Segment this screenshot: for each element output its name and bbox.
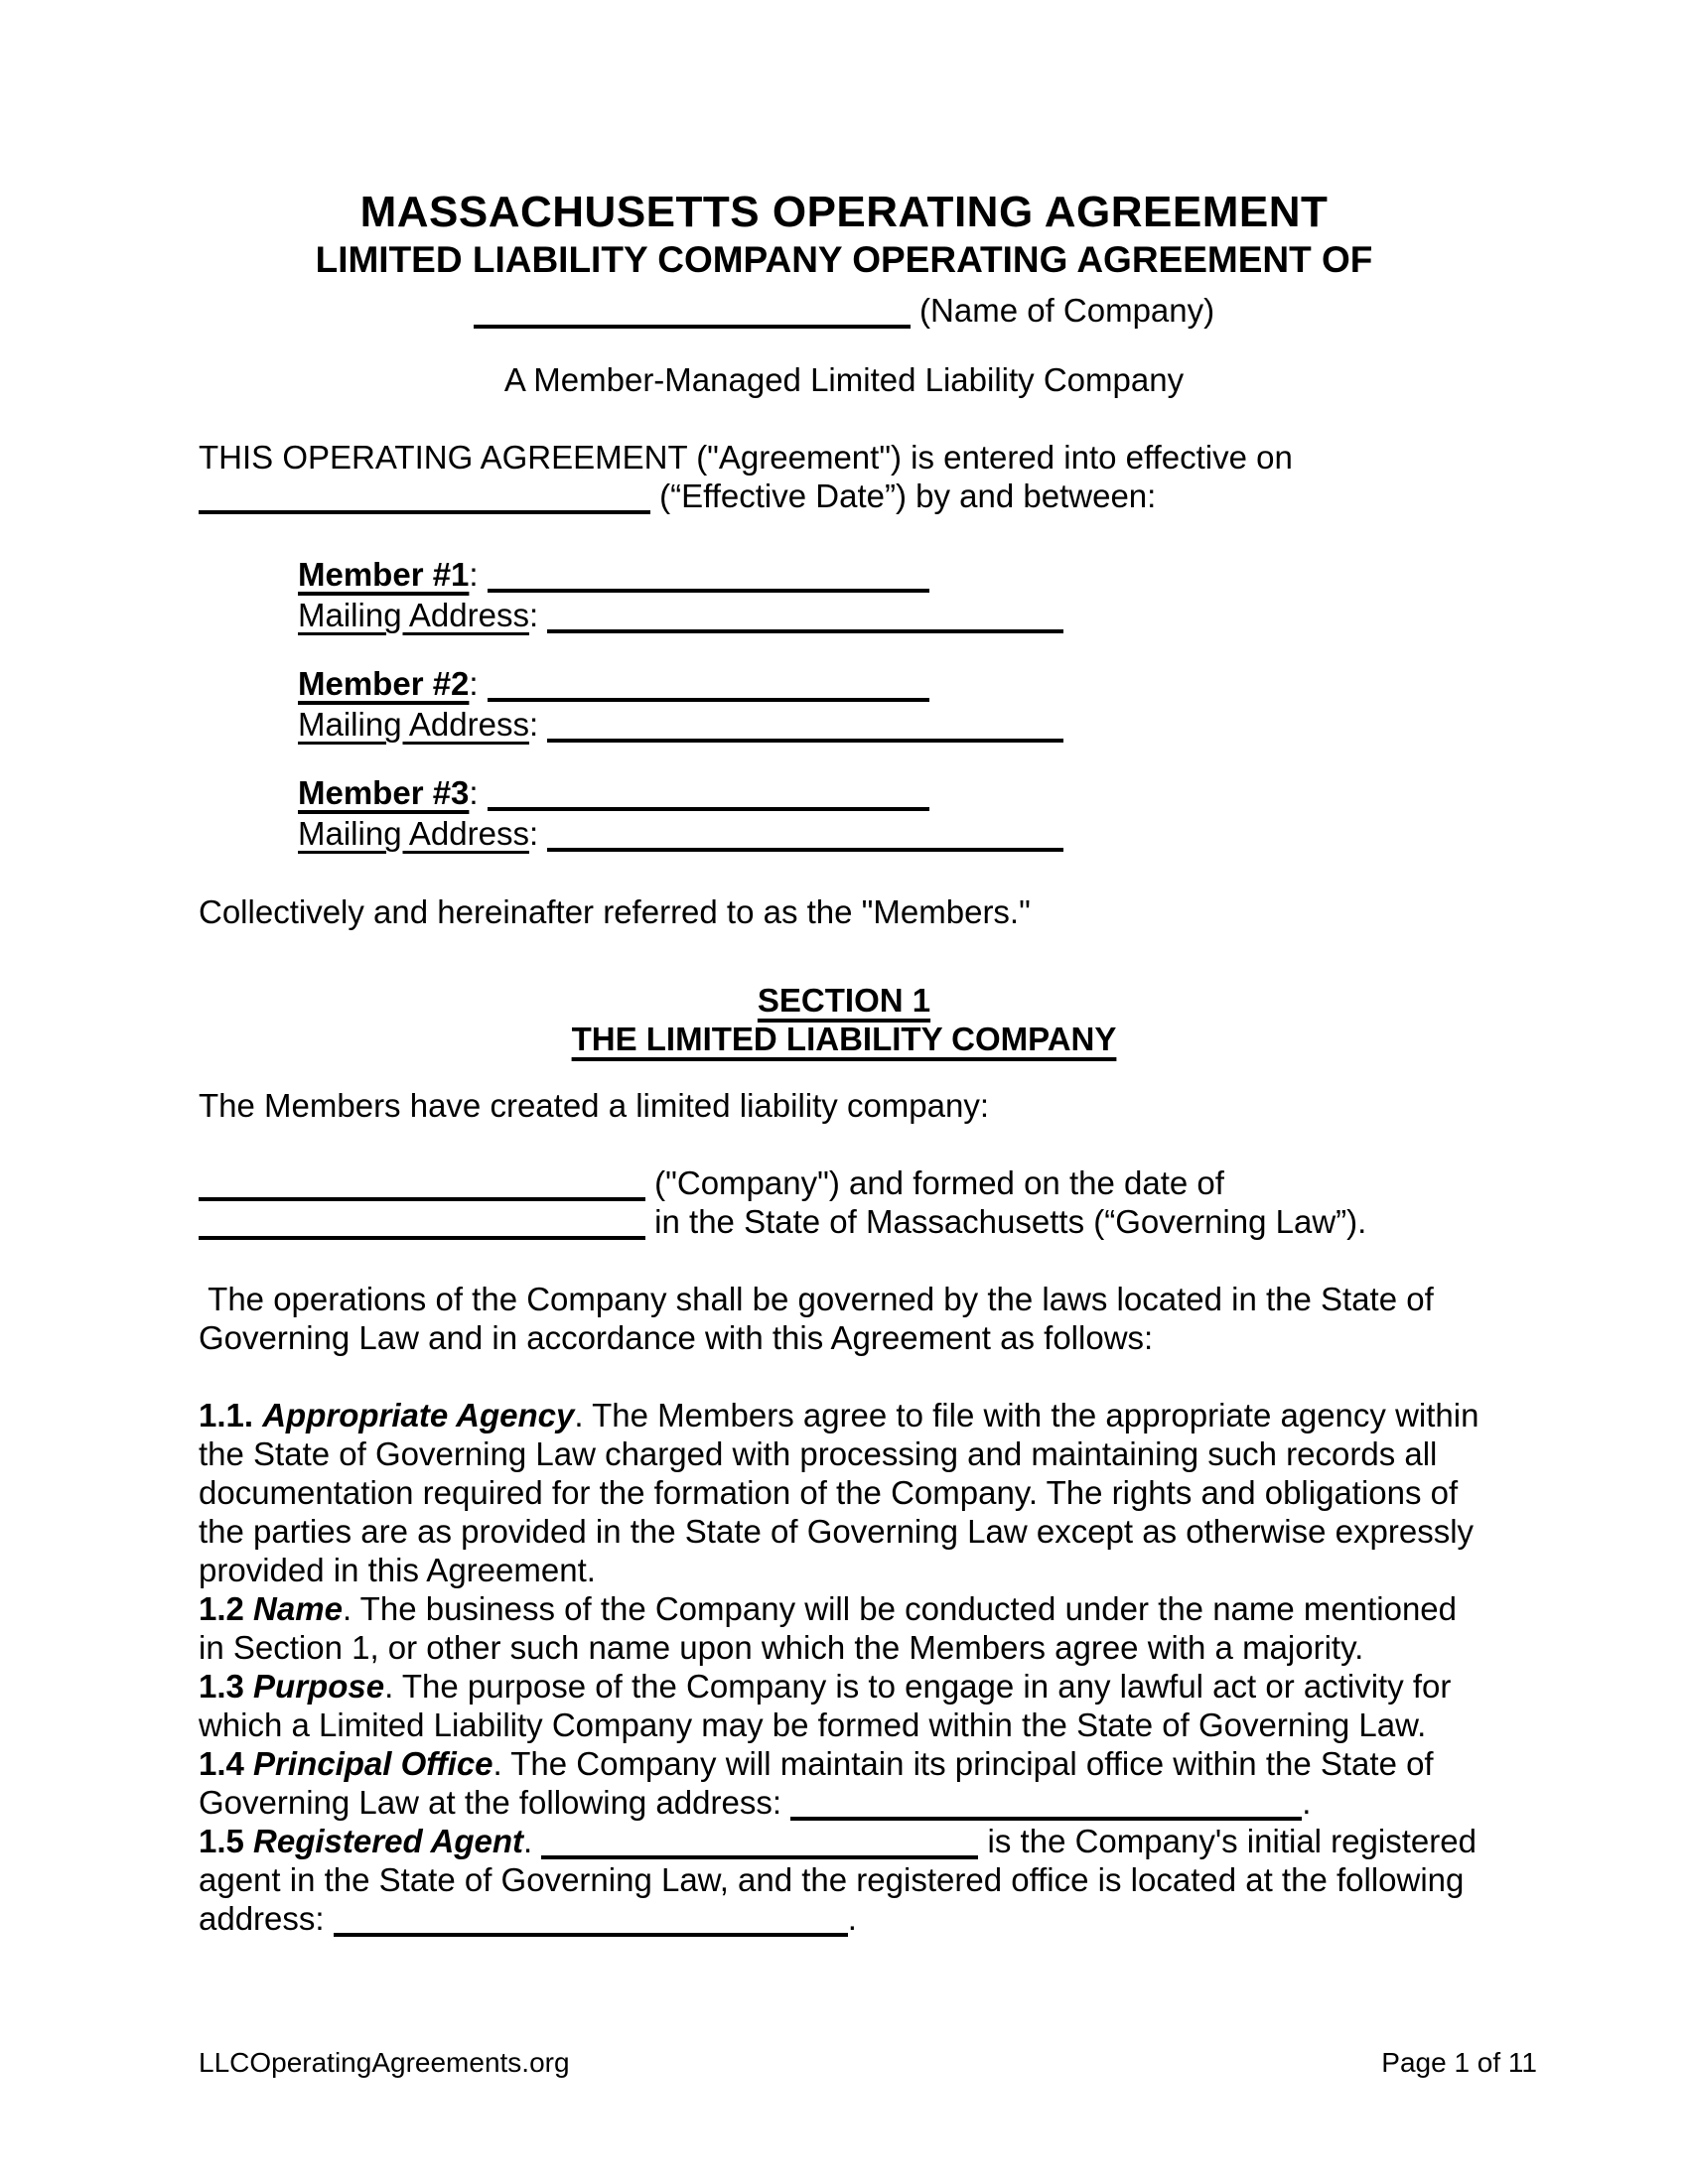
intro-line1: THIS OPERATING AGREEMENT ("Agreement") is entered into effective on (199, 439, 1293, 476)
tagline: A Member-Managed Limited Liability Company (503, 361, 1185, 398)
clause-1-5-num: 1.5 (199, 1823, 254, 1859)
section-1-heading-line1: SECTION 1 (757, 982, 931, 1019)
member-2-mailing-label: Mailing Address (298, 706, 529, 743)
member-1-block (298, 554, 1489, 635)
clause-1-5-title: Registered Agent (253, 1823, 524, 1859)
collective-note: Collectively and hereinafter referred to as the "Members." (199, 893, 1031, 930)
clause-1-1-title: Appropriate Agency (262, 1397, 575, 1433)
member-1-label: Member #1 (298, 556, 470, 593)
clause-1-3-num: 1.3 (199, 1668, 254, 1705)
clause-1-2-title: Name (253, 1590, 343, 1627)
member-3-name-blank[interactable] (488, 781, 929, 811)
member-2-block (298, 663, 1489, 745)
clause-1-5-text: . (523, 1823, 542, 1859)
clause-1-5 (199, 1822, 1489, 1938)
clause-1-3-title: Purpose (253, 1668, 385, 1705)
intro-line2: (“Effective Date”) by and between: (659, 478, 1157, 514)
member-1-mailing-label: Mailing Address (298, 597, 529, 633)
label-colon: : (469, 665, 479, 702)
clause-1-4-text: . (1302, 1784, 1312, 1821)
company-name-blank[interactable] (474, 299, 911, 329)
section-1-heading-line2: THE LIMITED LIABILITY COMPANY (571, 1021, 1117, 1057)
member-3-label: Member #3 (298, 774, 470, 811)
member-2-mailing-address-blank[interactable] (547, 713, 1063, 743)
member-2-name-blank[interactable] (488, 672, 929, 702)
member-2-label: Member #2 (298, 665, 470, 702)
effective-date-blank[interactable] (199, 484, 650, 514)
clause-1-2-text: . The business of the Company will be conducted under the name mentioned in Section 1, or other such name upon which the Members agree with a majority. (199, 1590, 1467, 1666)
document-title: MASSACHUSETTS OPERATING AGREEMENT (359, 188, 1329, 236)
members-created-line: The Members have created a limited liability company: (199, 1087, 990, 1124)
label-colon: : (469, 556, 479, 593)
clause-1-5-text: . (847, 1900, 857, 1937)
clause-1-4-num: 1.4 (199, 1745, 254, 1782)
principal-office-address-blank[interactable] (790, 1791, 1302, 1821)
clause-1-1-text: . The Members agree to file with the appropriate agency within the State of Governing Law charged with processing and maintaining such records all documentation required for the formation of the Company. The rights and obligations of the parties are as provided in the State of Governing Law except as otherwise expressly provided in this Agreement. (199, 1397, 1488, 1588)
label-colon: : (528, 815, 539, 852)
section-1-heading (199, 981, 1489, 1058)
company-name-line (199, 288, 1489, 334)
label-colon: : (528, 706, 539, 743)
company-line-text: ("Company") and formed on the date of (654, 1164, 1224, 1201)
clause-1-4-text: . The Company will maintain its principal office within the State of Governing Law at the following address: (199, 1745, 1443, 1821)
clause-1-2-num: 1.2 (199, 1590, 254, 1627)
clause-1-4-title: Principal Office (253, 1745, 493, 1782)
company-formation-paragraph (199, 1163, 1489, 1241)
page-footer (199, 2047, 1537, 2079)
member-3-mailing-address-blank[interactable] (547, 822, 1063, 852)
label-colon: : (469, 774, 479, 811)
clause-1-3-text: . The purpose of the Company is to engage in any lawful act or activity for which a Limited Liability Company may be formed within the State of Governing Law. (199, 1668, 1461, 1743)
company-blank[interactable] (199, 1171, 645, 1201)
operations-paragraph: The operations of the Company shall be governed by the laws located in the State of Governing Law and in accordance with this Agreement as follows: (199, 1281, 1443, 1356)
clause-1-5-text: is the Company's initial registered agent in the State of Governing Law, and the registered office is located at the following address: (199, 1823, 1486, 1937)
footer-site: LLCOperatingAgreements.org (199, 2047, 570, 2078)
registered-office-address-blank[interactable] (334, 1907, 848, 1937)
clause-1-2 (199, 1589, 1489, 1667)
intro-paragraph (199, 438, 1489, 515)
clause-1-3 (199, 1667, 1489, 1744)
registered-agent-name-blank[interactable] (541, 1830, 978, 1859)
governing-line-text: in the State of Massachusetts (“Governing Law”). (654, 1203, 1367, 1240)
member-1-name-blank[interactable] (488, 563, 929, 593)
member-3-block (298, 772, 1489, 854)
member-3-mailing-label: Mailing Address (298, 815, 529, 852)
footer-page-number: Page 1 of 11 (1381, 2047, 1537, 2078)
member-1-mailing-address-blank[interactable] (547, 604, 1063, 633)
document-subtitle: LIMITED LIABILITY COMPANY OPERATING AGREEMENT OF (315, 239, 1373, 280)
clause-1-1-num: 1.1. (199, 1397, 263, 1433)
section-1-clauses (199, 1396, 1489, 1938)
clause-1-1 (199, 1396, 1489, 1589)
clause-1-4 (199, 1744, 1489, 1822)
label-colon: : (528, 597, 539, 633)
company-name-caption: (Name of Company) (919, 292, 1215, 329)
formation-date-blank[interactable] (199, 1210, 645, 1240)
